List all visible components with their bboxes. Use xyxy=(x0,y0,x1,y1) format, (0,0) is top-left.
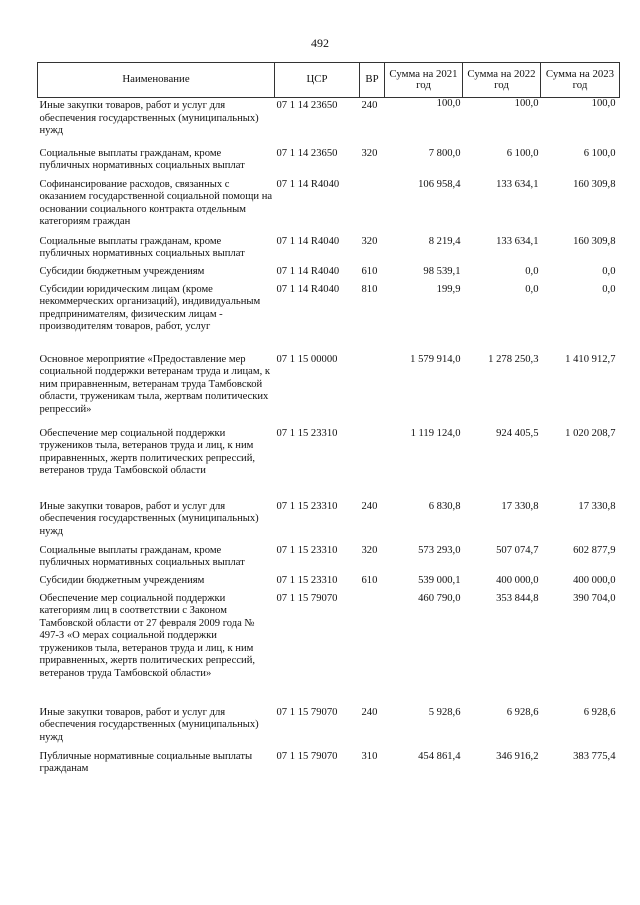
row-name: Софинансирование расходов, связанных с оказанием государственной социальной помощи на основании социального контракта отдельным категориям граждан xyxy=(39,178,273,228)
row-sum-2023: 17 330,8 xyxy=(578,500,616,512)
row-vr xyxy=(360,179,385,236)
row-vr: 240 xyxy=(361,500,378,512)
table-row xyxy=(38,751,620,781)
row-name: Социальные выплаты гражданам, кроме публичных нормативных социальных выплат xyxy=(39,544,245,569)
table-row xyxy=(38,428,620,501)
row-sum-2022: 6 928,6 xyxy=(506,706,539,718)
row-vr: 810 xyxy=(361,283,378,295)
row-sum-2023: 160 309,8 xyxy=(573,178,616,190)
row-sum-2022: 507 074,7 xyxy=(496,544,539,556)
page-number: 492 xyxy=(311,36,329,50)
table-row xyxy=(38,266,620,284)
row-sum-2023: 100,0 xyxy=(591,98,616,109)
row-vr xyxy=(360,354,385,428)
row-sum-2021: 1 119 124,0 xyxy=(410,427,461,439)
table-body xyxy=(38,98,620,781)
table-row xyxy=(38,545,620,575)
row-sum-2021: 5 928,6 xyxy=(428,706,461,718)
row-sum-2023: 0,0 xyxy=(602,265,616,277)
row-vr: 240 xyxy=(361,100,378,111)
row-sum-2023: 160 309,8 xyxy=(573,235,616,247)
row-sum-2021: 6 830,8 xyxy=(428,500,461,512)
row-csr: 07 1 15 00000 xyxy=(276,353,338,365)
row-sum-2022: 1 278 250,3 xyxy=(488,353,539,365)
row-vr: 320 xyxy=(361,147,378,159)
row-csr: 07 1 14 R4040 xyxy=(276,235,340,247)
row-sum-2021: 454 861,4 xyxy=(418,750,461,762)
row-sum-2021: 573 293,0 xyxy=(418,544,461,556)
row-sum-2022: 133 634,1 xyxy=(496,235,539,247)
row-sum-2022: 133 634,1 xyxy=(496,178,539,190)
table-row xyxy=(38,284,620,354)
row-vr: 240 xyxy=(361,706,378,718)
row-sum-2021: 7 800,0 xyxy=(428,147,461,159)
row-vr: 610 xyxy=(361,265,378,277)
row-vr: 320 xyxy=(361,544,378,556)
row-csr: 07 1 14 R4040 xyxy=(276,283,340,295)
row-name: Иные закупки товаров, работ и услуг для обеспечения государственных (муниципальных) нужд xyxy=(39,500,259,537)
row-sum-2021: 539 000,1 xyxy=(418,574,461,586)
row-name: Основное мероприятие «Предоставление мер социальной поддержки ветеранам труда и лицам, к ним приравненным, ветеранам труда Тамбовской области, труженикам тыла, жертвам политических репрессий» xyxy=(39,353,271,415)
row-csr: 07 1 15 79070 xyxy=(276,592,338,604)
row-csr: 07 1 15 79070 xyxy=(276,706,338,718)
header-name: Наименование xyxy=(38,63,275,98)
row-sum-2022: 346 916,2 xyxy=(496,750,539,762)
row-name: Обеспечение мер социальной поддержки категориям лиц в соответствии с Законом Тамбовской области от 27 февраля 2009 года № 497-З «О мерах социальной поддержки тружеников тыла, ветеранов труда и лиц, к ним приравненных, жертв политических репрессий, ветеранов труда Тамбовской области» xyxy=(39,592,256,680)
row-sum-2023: 6 928,6 xyxy=(583,706,616,718)
table-row xyxy=(38,354,620,428)
row-vr: 310 xyxy=(361,750,378,762)
row-sum-2021: 100,0 xyxy=(436,98,461,109)
row-sum-2021: 460 790,0 xyxy=(418,592,461,604)
row-name: Субсидии бюджетным учреждениям xyxy=(39,574,205,586)
row-sum-2021: 98 539,1 xyxy=(423,265,461,277)
row-csr: 07 1 15 79070 xyxy=(276,750,338,762)
row-name: Иные закупки товаров, работ и услуг для обеспечения государственных (муниципальных) нужд xyxy=(39,706,259,743)
row-csr: 07 1 14 23650 xyxy=(276,100,338,111)
row-sum-2022: 0,0 xyxy=(525,283,539,295)
table-row xyxy=(38,501,620,545)
row-name: Социальные выплаты гражданам, кроме публичных нормативных социальных выплат xyxy=(39,147,245,172)
table-header xyxy=(38,63,620,98)
row-sum-2023: 1 020 208,7 xyxy=(565,427,616,439)
row-sum-2023: 1 410 912,7 xyxy=(565,353,616,365)
row-csr: 07 1 14 R4040 xyxy=(276,265,340,277)
row-name: Публичные нормативные социальные выплаты гражданам xyxy=(39,750,253,775)
row-csr: 07 1 15 23310 xyxy=(276,574,338,586)
table-row xyxy=(38,707,620,751)
row-sum-2023: 383 775,4 xyxy=(573,750,616,762)
row-vr xyxy=(360,428,385,501)
row-name: Субсидии бюджетным учреждениям xyxy=(39,265,205,277)
header-sum-2021: Сумма на 2021 год xyxy=(385,63,463,98)
row-sum-2023: 6 100,0 xyxy=(583,147,616,159)
row-sum-2023: 400 000,0 xyxy=(573,574,616,586)
row-sum-2021: 8 219,4 xyxy=(428,235,461,247)
row-csr: 07 1 15 23310 xyxy=(276,427,338,439)
row-sum-2023: 390 704,0 xyxy=(573,592,616,604)
row-csr: 07 1 15 23310 xyxy=(276,544,338,556)
table-row xyxy=(38,148,620,179)
table-row xyxy=(38,179,620,236)
table-row xyxy=(38,236,620,266)
row-sum-2022: 0,0 xyxy=(525,265,539,277)
row-sum-2023: 0,0 xyxy=(602,283,616,295)
row-vr: 610 xyxy=(361,574,378,586)
table-row xyxy=(38,575,620,593)
row-sum-2023: 602 877,9 xyxy=(573,544,616,556)
header-csr: ЦСР xyxy=(275,63,360,98)
row-csr: 07 1 15 23310 xyxy=(276,500,338,512)
row-sum-2021: 1 579 914,0 xyxy=(410,353,461,365)
row-sum-2022: 100,0 xyxy=(514,98,539,109)
row-name: Обеспечение мер социальной поддержки тружеников тыла, ветеранов труда и лиц, к ним приравненных, жертв политических репрессий, ветеранов труда Тамбовской области xyxy=(39,427,256,477)
row-vr xyxy=(360,593,385,707)
budget-table xyxy=(37,62,620,781)
row-sum-2021: 106 958,4 xyxy=(418,178,461,190)
table-row xyxy=(38,593,620,707)
row-name: Социальные выплаты гражданам, кроме публичных нормативных социальных выплат xyxy=(39,235,245,260)
row-sum-2022: 400 000,0 xyxy=(496,574,539,586)
header-sum-2023: Сумма на 2023 год xyxy=(541,63,620,98)
row-sum-2022: 924 405,5 xyxy=(496,427,539,439)
row-csr: 07 1 14 23650 xyxy=(276,147,338,159)
row-sum-2022: 353 844,8 xyxy=(496,592,539,604)
row-name: Субсидии юридическим лицам (кроме некоммерческих организаций), индивидуальным предпринимателям, физическим лицам - производителям товаров, работ, услуг xyxy=(39,283,261,333)
header-vr: ВР xyxy=(360,63,385,98)
row-sum-2022: 17 330,8 xyxy=(501,500,539,512)
row-sum-2022: 6 100,0 xyxy=(506,147,539,159)
row-csr: 07 1 14 R4040 xyxy=(276,178,340,190)
table-row xyxy=(38,98,620,148)
row-name: Иные закупки товаров, работ и услуг для обеспечения государственных (муниципальных) нужд xyxy=(39,100,259,137)
row-sum-2021: 199,9 xyxy=(436,283,461,295)
row-vr: 320 xyxy=(361,235,378,247)
header-sum-2022: Сумма на 2022 год xyxy=(463,63,541,98)
